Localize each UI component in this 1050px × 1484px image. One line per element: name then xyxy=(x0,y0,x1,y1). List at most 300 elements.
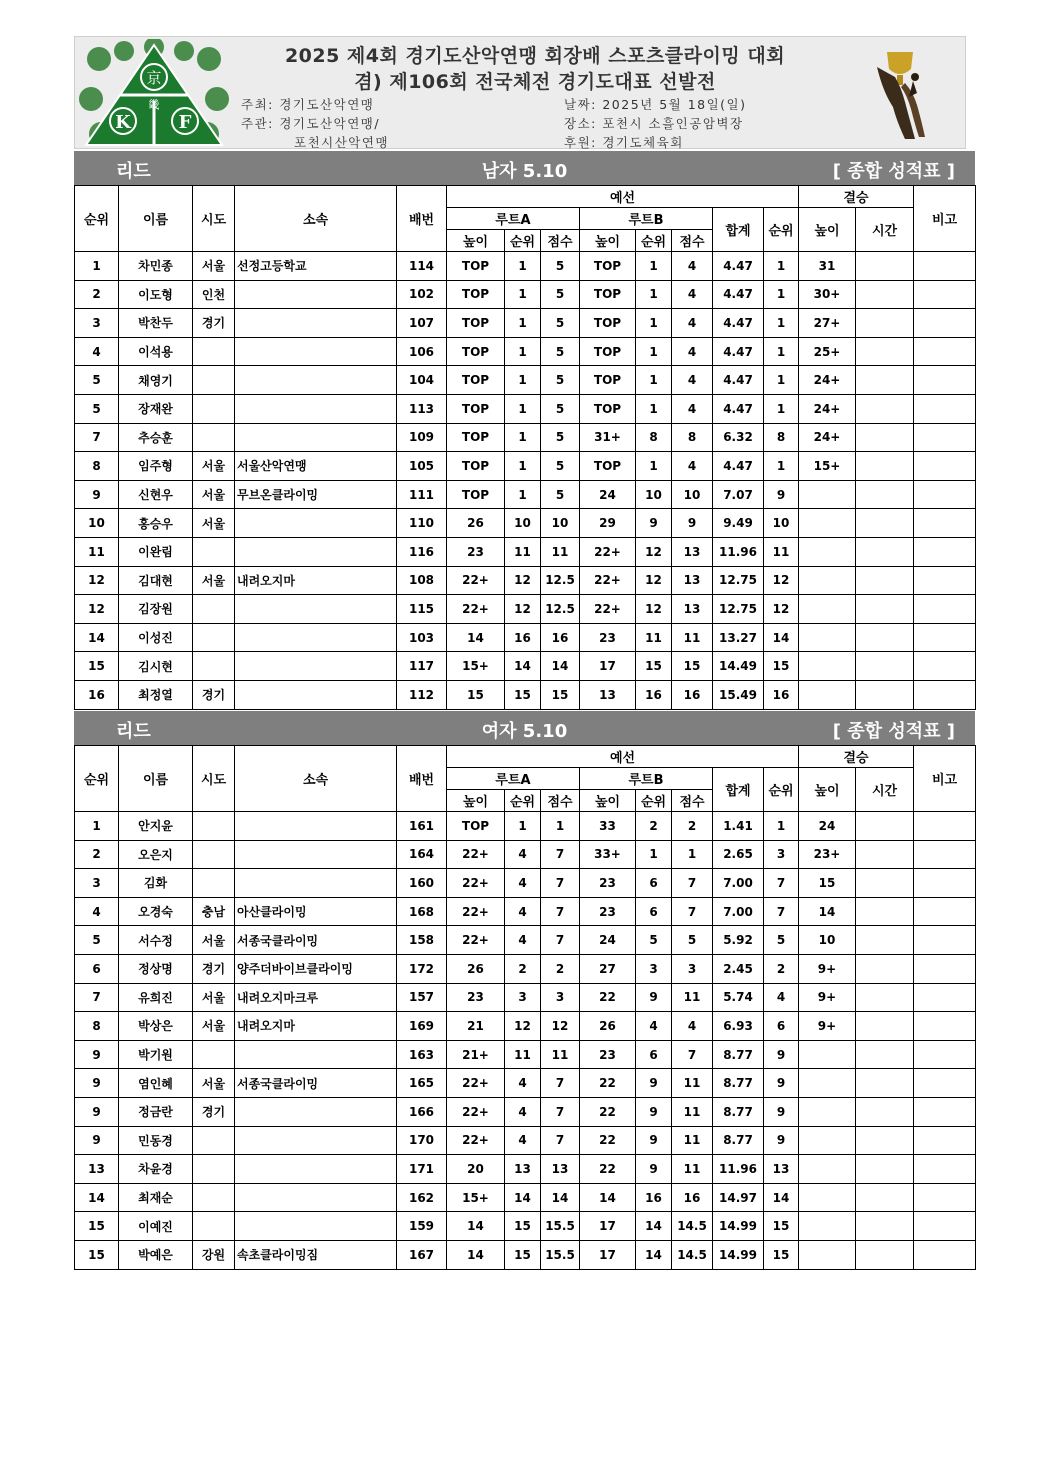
cell-final-height: 31 xyxy=(799,252,856,281)
cell-overall-rank: 15 xyxy=(764,652,799,681)
table-row xyxy=(75,840,976,869)
col-b-points: 점수 xyxy=(672,230,713,252)
cell-route-a-height: 20 xyxy=(447,1155,505,1184)
cell-route-b-points: 11 xyxy=(672,623,713,652)
cell-route-b-height: 22 xyxy=(580,983,636,1012)
col-note: 비고 xyxy=(914,186,976,252)
cell-route-b-height: 22 xyxy=(580,1097,636,1126)
cell-route-b-rank: 12 xyxy=(636,595,672,624)
table-row xyxy=(75,366,976,395)
cell-overall-rank: 9 xyxy=(764,1126,799,1155)
cell-name: 이성진 xyxy=(119,623,193,652)
cell-note xyxy=(914,926,976,955)
cell-route-b-rank: 1 xyxy=(636,394,672,423)
cell-overall-rank: 9 xyxy=(764,1097,799,1126)
cell-route-b-height: 17 xyxy=(580,652,636,681)
table-row xyxy=(75,537,976,566)
cell-affiliation xyxy=(235,394,397,423)
cell-affiliation xyxy=(235,840,397,869)
cell-route-a-rank: 4 xyxy=(505,1126,541,1155)
cell-route-a-points: 15.5 xyxy=(541,1240,580,1269)
table-row xyxy=(75,394,976,423)
cell-rank: 11 xyxy=(75,537,119,566)
table-row xyxy=(75,280,976,309)
cell-bib: 103 xyxy=(397,623,447,652)
cell-final-time xyxy=(856,1155,914,1184)
cell-final-height xyxy=(799,595,856,624)
cell-final-height xyxy=(799,680,856,709)
cell-rank: 9 xyxy=(75,1069,119,1098)
table-row xyxy=(75,1040,976,1069)
cell-route-a-points: 7 xyxy=(541,897,580,926)
cell-route-b-height: 29 xyxy=(580,509,636,538)
cell-total: 5.92 xyxy=(713,926,764,955)
cell-bib: 163 xyxy=(397,1040,447,1069)
cell-final-height xyxy=(799,566,856,595)
col-final: 결승 xyxy=(799,186,914,208)
cell-affiliation xyxy=(235,595,397,624)
cell-route-b-height: 23 xyxy=(580,869,636,898)
col-affiliation: 소속 xyxy=(235,746,397,812)
cell-region: 서울 xyxy=(193,509,235,538)
cell-final-height xyxy=(799,1240,856,1269)
cell-overall-rank: 12 xyxy=(764,595,799,624)
cell-region: 서울 xyxy=(193,1069,235,1098)
cell-affiliation xyxy=(235,423,397,452)
cell-region xyxy=(193,869,235,898)
cell-name: 김장원 xyxy=(119,595,193,624)
cell-route-b-rank: 15 xyxy=(636,652,672,681)
col-region: 시도 xyxy=(193,746,235,812)
cell-route-b-points: 13 xyxy=(672,537,713,566)
cell-note xyxy=(914,566,976,595)
cell-route-a-points: 13 xyxy=(541,1155,580,1184)
cell-name: 채영기 xyxy=(119,366,193,395)
cell-route-b-height: 22 xyxy=(580,1126,636,1155)
cell-overall-rank: 1 xyxy=(764,309,799,338)
col-b-points: 점수 xyxy=(672,790,713,812)
cell-total: 7.00 xyxy=(713,869,764,898)
cell-total: 7.07 xyxy=(713,480,764,509)
cell-route-b-points: 15 xyxy=(672,652,713,681)
cell-route-b-points: 11 xyxy=(672,1155,713,1184)
cell-route-b-height: TOP xyxy=(580,309,636,338)
cell-region: 서울 xyxy=(193,983,235,1012)
cell-route-b-points: 11 xyxy=(672,1069,713,1098)
table-row xyxy=(75,337,976,366)
men-discipline: 리드 xyxy=(116,161,151,182)
cell-route-b-rank: 14 xyxy=(636,1240,672,1269)
cell-route-b-height: 22 xyxy=(580,1069,636,1098)
col-name: 이름 xyxy=(119,186,193,252)
cell-final-time xyxy=(856,566,914,595)
cell-route-b-points: 16 xyxy=(672,1183,713,1212)
cell-region xyxy=(193,1155,235,1184)
cell-overall-rank: 1 xyxy=(764,394,799,423)
cell-route-b-height: 31+ xyxy=(580,423,636,452)
cell-route-a-points: 11 xyxy=(541,1040,580,1069)
cell-region: 경기 xyxy=(193,680,235,709)
cell-route-b-points: 4 xyxy=(672,309,713,338)
cell-bib: 104 xyxy=(397,366,447,395)
cell-total: 4.47 xyxy=(713,337,764,366)
cell-region xyxy=(193,652,235,681)
cell-route-b-points: 9 xyxy=(672,509,713,538)
cell-route-b-height: TOP xyxy=(580,452,636,481)
col-prelim: 예선 xyxy=(447,746,799,768)
cell-total: 9.49 xyxy=(713,509,764,538)
cell-overall-rank: 9 xyxy=(764,1040,799,1069)
cell-note xyxy=(914,1183,976,1212)
cell-route-a-rank: 12 xyxy=(505,1012,541,1041)
cell-final-time xyxy=(856,1097,914,1126)
cell-bib: 160 xyxy=(397,869,447,898)
cell-route-b-rank: 2 xyxy=(636,812,672,841)
cell-overall-rank: 16 xyxy=(764,680,799,709)
cell-overall-rank: 1 xyxy=(764,452,799,481)
cell-final-height: 23+ xyxy=(799,840,856,869)
cell-route-a-rank: 14 xyxy=(505,1183,541,1212)
cell-route-b-rank: 4 xyxy=(636,1012,672,1041)
cell-rank: 4 xyxy=(75,337,119,366)
cell-note xyxy=(914,840,976,869)
cell-route-a-height: 15 xyxy=(447,680,505,709)
cell-affiliation xyxy=(235,652,397,681)
table-row xyxy=(75,897,976,926)
cell-route-b-height: 24 xyxy=(580,926,636,955)
logo-char-left: K xyxy=(115,112,131,133)
cell-bib: 159 xyxy=(397,1212,447,1241)
cell-note xyxy=(914,1012,976,1041)
cell-final-height: 27+ xyxy=(799,309,856,338)
cell-note xyxy=(914,812,976,841)
cell-bib: 166 xyxy=(397,1097,447,1126)
men-results-table xyxy=(74,185,976,710)
cell-affiliation: 무브온클라이밍 xyxy=(235,480,397,509)
cell-affiliation xyxy=(235,1183,397,1212)
cell-note xyxy=(914,1126,976,1155)
col-a-points: 점수 xyxy=(541,790,580,812)
cell-name: 차민종 xyxy=(119,252,193,281)
cell-final-height: 15+ xyxy=(799,452,856,481)
cell-route-b-rank: 12 xyxy=(636,566,672,595)
cell-overall-rank: 7 xyxy=(764,897,799,926)
cell-total: 15.49 xyxy=(713,680,764,709)
cell-route-a-rank: 1 xyxy=(505,366,541,395)
cell-overall-rank: 15 xyxy=(764,1212,799,1241)
cell-route-b-height: TOP xyxy=(580,394,636,423)
cell-note xyxy=(914,680,976,709)
cell-final-time xyxy=(856,680,914,709)
cell-route-b-height: 22+ xyxy=(580,537,636,566)
men-results-label: [ 종합 성적표 ] xyxy=(832,161,955,182)
cell-route-b-rank: 1 xyxy=(636,452,672,481)
table-row xyxy=(75,1097,976,1126)
women-results-label: [ 종합 성적표 ] xyxy=(832,721,955,742)
cell-route-a-height: TOP xyxy=(447,337,505,366)
sponsor-info: 후원: 경기도체육회 xyxy=(564,135,684,150)
table-row xyxy=(75,1126,976,1155)
cell-final-height: 24 xyxy=(799,812,856,841)
cell-bib: 109 xyxy=(397,423,447,452)
table-row xyxy=(75,1212,976,1241)
cell-route-a-rank: 15 xyxy=(505,1212,541,1241)
cell-final-height: 30+ xyxy=(799,280,856,309)
cell-name: 이석용 xyxy=(119,337,193,366)
cell-final-time xyxy=(856,537,914,566)
cell-bib: 113 xyxy=(397,394,447,423)
cell-affiliation: 양주더바이브클라이밍 xyxy=(235,954,397,983)
table-row xyxy=(75,480,976,509)
cell-route-b-rank: 9 xyxy=(636,509,672,538)
cell-route-a-rank: 13 xyxy=(505,1155,541,1184)
cell-note xyxy=(914,537,976,566)
cell-final-time xyxy=(856,337,914,366)
cell-bib: 169 xyxy=(397,1012,447,1041)
cell-note xyxy=(914,1040,976,1069)
cell-route-a-height: TOP xyxy=(447,280,505,309)
host-info: 주최: 경기도산악연맹 xyxy=(241,97,375,112)
cell-route-b-points: 11 xyxy=(672,1097,713,1126)
cell-region xyxy=(193,423,235,452)
cell-region xyxy=(193,537,235,566)
cell-route-b-rank: 3 xyxy=(636,954,672,983)
cell-bib: 157 xyxy=(397,983,447,1012)
cell-route-a-rank: 15 xyxy=(505,1240,541,1269)
cell-total: 8.77 xyxy=(713,1126,764,1155)
cell-route-a-points: 5 xyxy=(541,423,580,452)
cell-note xyxy=(914,280,976,309)
cell-name: 김대현 xyxy=(119,566,193,595)
cell-route-a-points: 5 xyxy=(541,337,580,366)
cell-rank: 14 xyxy=(75,623,119,652)
cell-route-b-height: 23 xyxy=(580,1040,636,1069)
cell-final-height: 15 xyxy=(799,869,856,898)
cell-rank: 4 xyxy=(75,897,119,926)
cell-name: 정상명 xyxy=(119,954,193,983)
cell-route-b-rank: 1 xyxy=(636,366,672,395)
cell-route-a-rank: 15 xyxy=(505,680,541,709)
cell-affiliation: 내려오지마 xyxy=(235,566,397,595)
cell-route-b-points: 4 xyxy=(672,280,713,309)
cell-overall-rank: 5 xyxy=(764,926,799,955)
cell-total: 11.96 xyxy=(713,537,764,566)
cell-region: 서울 xyxy=(193,566,235,595)
cell-route-b-height: 17 xyxy=(580,1212,636,1241)
climber-trophy-icon xyxy=(865,47,935,142)
cell-route-a-rank: 4 xyxy=(505,840,541,869)
cell-total: 2.45 xyxy=(713,954,764,983)
cell-route-a-rank: 4 xyxy=(505,1069,541,1098)
cell-final-time xyxy=(856,595,914,624)
cell-route-b-points: 1 xyxy=(672,840,713,869)
cell-bib: 170 xyxy=(397,1126,447,1155)
cell-overall-rank: 9 xyxy=(764,480,799,509)
cell-route-a-points: 1 xyxy=(541,812,580,841)
cell-bib: 171 xyxy=(397,1155,447,1184)
cell-rank: 16 xyxy=(75,680,119,709)
table-row xyxy=(75,680,976,709)
federation-logo xyxy=(79,39,229,149)
cell-overall-rank: 1 xyxy=(764,366,799,395)
cell-route-a-points: 15.5 xyxy=(541,1212,580,1241)
cell-final-height xyxy=(799,509,856,538)
cell-final-height xyxy=(799,652,856,681)
cell-route-a-height: 21 xyxy=(447,1012,505,1041)
table-row xyxy=(75,252,976,281)
cell-final-height xyxy=(799,1069,856,1098)
cell-final-time xyxy=(856,1240,914,1269)
cell-route-a-rank: 12 xyxy=(505,595,541,624)
cell-overall-rank: 9 xyxy=(764,1069,799,1098)
col-prelim: 예선 xyxy=(447,186,799,208)
cell-note xyxy=(914,1069,976,1098)
cell-rank: 8 xyxy=(75,1012,119,1041)
cell-name: 이도형 xyxy=(119,280,193,309)
cell-affiliation: 선정고등학교 xyxy=(235,252,397,281)
cell-affiliation xyxy=(235,680,397,709)
cell-route-b-rank: 16 xyxy=(636,680,672,709)
cell-route-a-height: TOP xyxy=(447,480,505,509)
cell-name: 이예진 xyxy=(119,1212,193,1241)
cell-route-b-points: 4 xyxy=(672,1012,713,1041)
cell-route-b-height: 22+ xyxy=(580,595,636,624)
cell-overall-rank: 1 xyxy=(764,252,799,281)
cell-name: 장재완 xyxy=(119,394,193,423)
cell-final-time xyxy=(856,1126,914,1155)
cell-rank: 3 xyxy=(75,309,119,338)
cell-region xyxy=(193,812,235,841)
cell-route-a-points: 16 xyxy=(541,623,580,652)
table-row xyxy=(75,812,976,841)
cell-final-height: 24+ xyxy=(799,423,856,452)
cell-affiliation xyxy=(235,537,397,566)
col-a-points: 점수 xyxy=(541,230,580,252)
cell-rank: 15 xyxy=(75,1240,119,1269)
cell-route-a-height: TOP xyxy=(447,366,505,395)
cell-final-height: 24+ xyxy=(799,394,856,423)
cell-name: 민동경 xyxy=(119,1126,193,1155)
cell-route-a-points: 15 xyxy=(541,680,580,709)
cell-rank: 9 xyxy=(75,1040,119,1069)
cell-route-b-rank: 5 xyxy=(636,926,672,955)
cell-route-b-points: 2 xyxy=(672,812,713,841)
cell-route-b-rank: 16 xyxy=(636,1183,672,1212)
cell-rank: 15 xyxy=(75,1212,119,1241)
cell-route-b-height: 22+ xyxy=(580,566,636,595)
organizer-info: 주관: 경기도산악연맹/ xyxy=(241,116,381,131)
cell-route-a-height: 26 xyxy=(447,954,505,983)
cell-affiliation xyxy=(235,1040,397,1069)
cell-total: 12.75 xyxy=(713,595,764,624)
cell-route-b-points: 14.5 xyxy=(672,1240,713,1269)
cell-name: 유희진 xyxy=(119,983,193,1012)
cell-total: 14.99 xyxy=(713,1212,764,1241)
cell-route-a-height: TOP xyxy=(447,394,505,423)
col-rank: 순위 xyxy=(75,186,119,252)
cell-route-a-points: 5 xyxy=(541,452,580,481)
cell-region: 서울 xyxy=(193,926,235,955)
cell-note xyxy=(914,309,976,338)
cell-route-b-rank: 9 xyxy=(636,1069,672,1098)
cell-rank: 9 xyxy=(75,1126,119,1155)
cell-overall-rank: 1 xyxy=(764,280,799,309)
cell-bib: 167 xyxy=(397,1240,447,1269)
cell-rank: 5 xyxy=(75,926,119,955)
cell-route-a-height: 22+ xyxy=(447,840,505,869)
cell-name: 김화 xyxy=(119,869,193,898)
cell-region xyxy=(193,1126,235,1155)
cell-rank: 12 xyxy=(75,595,119,624)
cell-rank: 3 xyxy=(75,869,119,898)
col-a-height: 높이 xyxy=(447,230,505,252)
cell-total: 14.49 xyxy=(713,652,764,681)
cell-rank: 12 xyxy=(75,566,119,595)
cell-final-time xyxy=(856,812,914,841)
cell-route-a-points: 5 xyxy=(541,394,580,423)
cell-route-b-points: 16 xyxy=(672,680,713,709)
cell-region: 서울 xyxy=(193,452,235,481)
cell-route-b-rank: 1 xyxy=(636,840,672,869)
cell-route-b-height: 26 xyxy=(580,1012,636,1041)
cell-bib: 112 xyxy=(397,680,447,709)
cell-route-a-points: 7 xyxy=(541,840,580,869)
col-b-height: 높이 xyxy=(580,230,636,252)
col-overall-rank: 순위 xyxy=(764,768,799,812)
cell-route-b-points: 4 xyxy=(672,252,713,281)
table-row xyxy=(75,652,976,681)
cell-final-height xyxy=(799,1212,856,1241)
cell-route-a-height: 22+ xyxy=(447,595,505,624)
cell-note xyxy=(914,954,976,983)
cell-rank: 10 xyxy=(75,509,119,538)
date-info: 날짜: 2025년 5월 18일(일) xyxy=(564,97,747,112)
cell-final-time xyxy=(856,954,914,983)
col-final-time: 시간 xyxy=(856,208,914,252)
cell-route-b-points: 4 xyxy=(672,366,713,395)
table-row xyxy=(75,423,976,452)
cell-final-time xyxy=(856,480,914,509)
cell-rank: 1 xyxy=(75,812,119,841)
cell-overall-rank: 12 xyxy=(764,566,799,595)
cell-route-a-points: 7 xyxy=(541,1126,580,1155)
cell-final-time xyxy=(856,1012,914,1041)
cell-rank: 2 xyxy=(75,840,119,869)
col-final-height: 높이 xyxy=(799,768,856,812)
table-row xyxy=(75,954,976,983)
cell-route-a-height: 14 xyxy=(447,623,505,652)
cell-bib: 111 xyxy=(397,480,447,509)
women-category: 여자 5.10 xyxy=(481,721,568,742)
cell-total: 8.77 xyxy=(713,1097,764,1126)
col-overall-rank: 순위 xyxy=(764,208,799,252)
cell-route-b-points: 5 xyxy=(672,926,713,955)
cell-overall-rank: 7 xyxy=(764,869,799,898)
cell-final-time xyxy=(856,394,914,423)
cell-affiliation xyxy=(235,366,397,395)
cell-route-b-points: 4 xyxy=(672,337,713,366)
cell-name: 오은지 xyxy=(119,840,193,869)
cell-affiliation xyxy=(235,812,397,841)
cell-affiliation xyxy=(235,1097,397,1126)
cell-name: 이완림 xyxy=(119,537,193,566)
cell-region xyxy=(193,1212,235,1241)
cell-route-b-points: 7 xyxy=(672,869,713,898)
cell-route-a-rank: 10 xyxy=(505,509,541,538)
cell-final-time xyxy=(856,1069,914,1098)
cell-route-a-points: 12.5 xyxy=(541,595,580,624)
cell-route-a-points: 5 xyxy=(541,280,580,309)
